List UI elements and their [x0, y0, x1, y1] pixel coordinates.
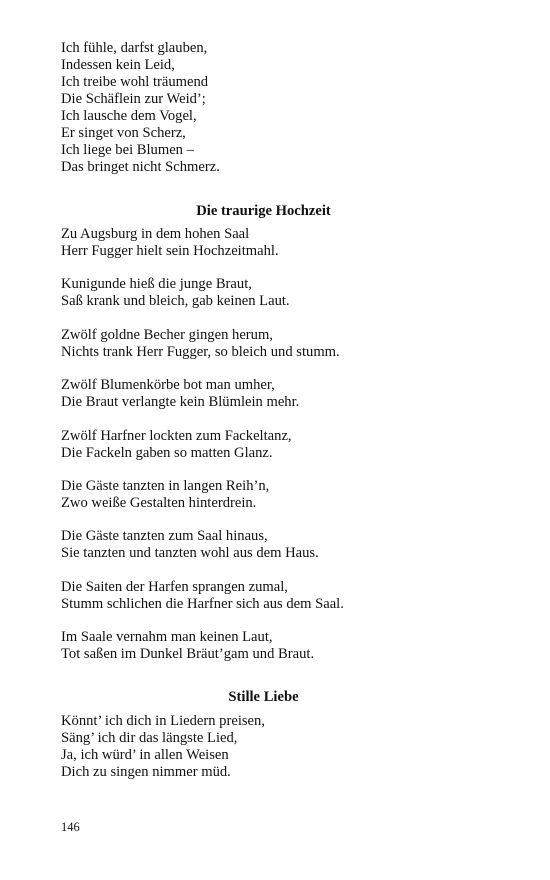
stanza	[61, 478, 481, 512]
verse-line: Saß krank und bleich, gab keinen Laut.	[61, 293, 290, 309]
verse-line: Nichts trank Herr Fugger, so bleich und stumm.	[61, 344, 340, 360]
verse-line: Kunigunde hieß die junge Braut,	[61, 276, 252, 292]
verse-line: Säng’ ich dir das längste Lied,	[61, 730, 238, 746]
verse-line: Die Braut verlangte kein Blümlein mehr.	[61, 394, 300, 410]
verse-line: Zwölf Harfner lockten zum Fackeltanz,	[61, 428, 292, 444]
poem-title: Stille Liebe	[228, 689, 299, 705]
verse-line: Tot saßen im Dunkel Bräut’gam und Braut.	[61, 646, 315, 662]
verse-line: Zwo weiße Gestalten hinterdrein.	[61, 495, 257, 511]
verse-line: Die Gäste tanzten zum Saal hinaus,	[61, 528, 268, 544]
verse-line: Zu Augsburg in dem hohen Saal	[61, 226, 250, 242]
verse-line: Die Gäste tanzten in langen Reih’n,	[61, 478, 270, 494]
stanza	[61, 713, 481, 781]
poem-title: Die traurige Hochzeit	[196, 203, 331, 219]
verse-line: Sie tanzten und tanzten wohl aus dem Haus.	[61, 545, 319, 561]
verse-line: Zwölf Blumenkörbe bot man umher,	[61, 377, 275, 393]
stanza	[61, 327, 481, 361]
verse-line: Stumm schlichen die Harfner sich aus dem Saal.	[61, 596, 344, 612]
verse-line: Herr Fugger hielt sein Hochzeitmahl.	[61, 243, 279, 259]
verse-line: Ich fühle, darfst glauben,	[61, 40, 208, 56]
verse-line: Indessen kein Leid,	[61, 57, 175, 73]
verse-line: Er singet von Scherz,	[61, 125, 186, 141]
stanza	[61, 377, 481, 411]
stanza	[61, 276, 481, 310]
verse-line: Im Saale vernahm man keinen Laut,	[61, 629, 273, 645]
verse-line: Ich lausche dem Vogel,	[61, 108, 197, 124]
verse-line: Dich zu singen nimmer müd.	[61, 764, 231, 780]
page-number: 146	[61, 820, 80, 834]
verse-line: Das bringet nicht Schmerz.	[61, 159, 220, 175]
verse-line: Könnt’ ich dich in Liedern preisen,	[61, 713, 265, 729]
verse-line: Die Fackeln gaben so matten Glanz.	[61, 445, 273, 461]
intro-stanza	[61, 40, 481, 176]
verse-line: Die Saiten der Harfen sprangen zumal,	[61, 579, 288, 595]
verse-line: Ich liege bei Blumen –	[61, 142, 194, 158]
stanza	[61, 226, 481, 260]
verse-line: Ja, ich würd’ in allen Weisen	[61, 747, 229, 763]
stanza	[61, 428, 481, 462]
verse-line: Ich treibe wohl träumend	[61, 74, 209, 90]
stanza	[61, 528, 481, 562]
verse-line: Die Schäflein zur Weid’;	[61, 91, 206, 107]
stanza	[61, 579, 481, 613]
verse-line: Zwölf goldne Becher gingen herum,	[61, 327, 273, 343]
stanza	[61, 629, 481, 663]
